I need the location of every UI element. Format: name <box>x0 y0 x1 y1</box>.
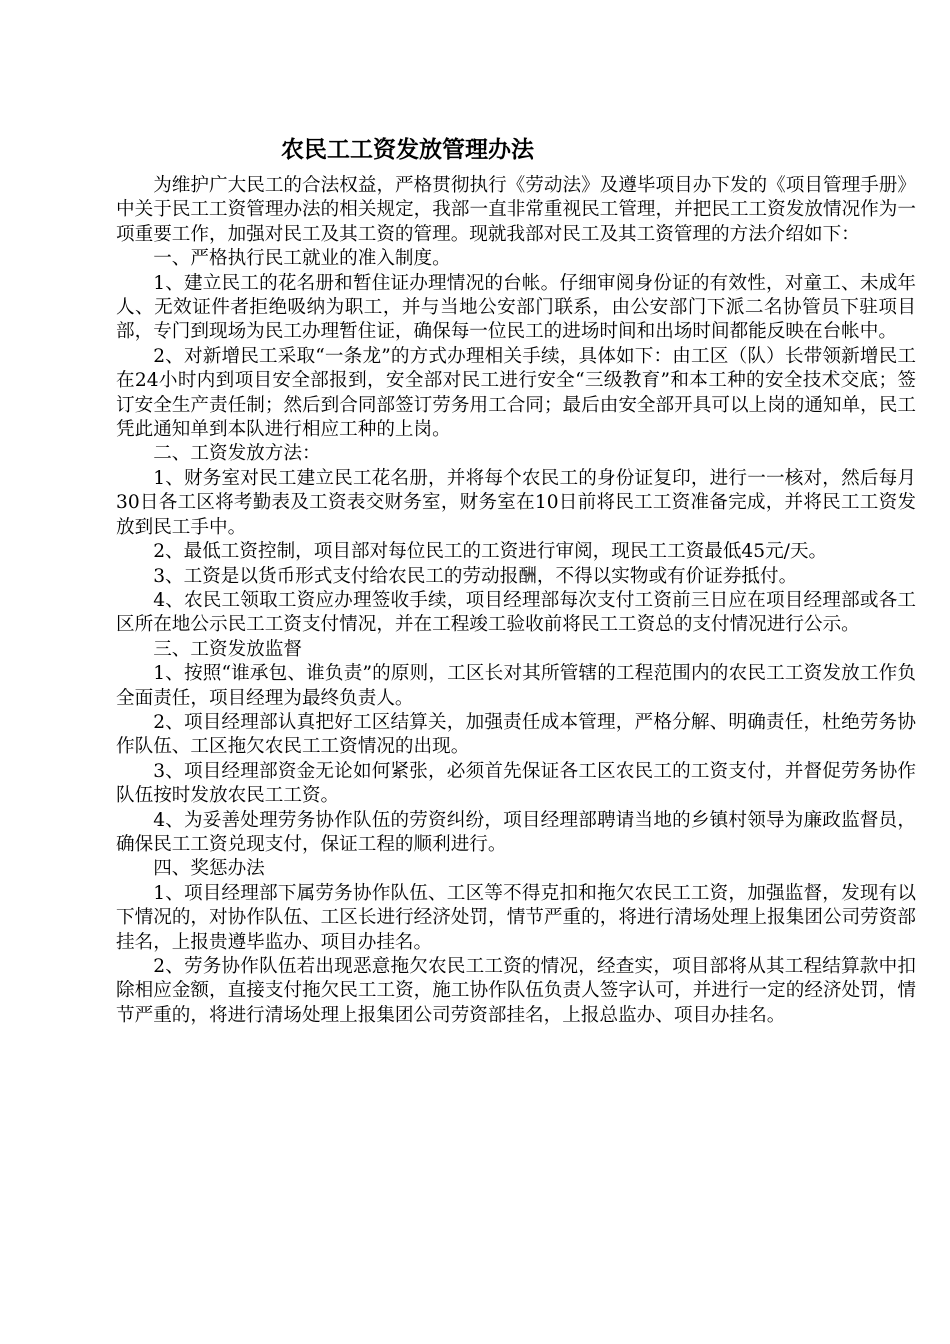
paragraph-3-3: 3、项目经理部资金无论如何紧张，必须首先保证各工区农民工的工资支付，并督促劳务协作队伍按时发放农民工工资。 <box>116 760 916 807</box>
paragraph-3-2: 2、项目经理部认真把好工区结算关，加强责任成本管理，严格分解、明确责任，杜绝劳务协作队伍、工区拖欠农民工工资情况的出现。 <box>116 711 916 758</box>
document-body <box>116 174 916 1028</box>
paragraph-2-3: 3、工资是以货币形式支付给农民工的劳动报酬，不得以实物或有价证券抵付。 <box>153 565 798 587</box>
section-heading-2: 二、工资发放方法： <box>153 443 321 465</box>
intro-paragraph: 为维护广大民工的合法权益，严格贯彻执行《劳动法》及遵毕项目办下发的《项目管理手册》中关于民工工资管理办法的相关规定，我部一直非常重视民工管理，并把民工工资发放情况作为一项重要工作，加强对民工及其工资的管理。现就我部对民工及其工资管理的方法介绍如下： <box>116 175 916 245</box>
paragraph-2-1: 1、财务室对民工建立民工花名册，并将每个农民工的身份证复印，进行一一核对，然后每月30日各工区将考勤表及工资表交财务室，财务室在10日前将民工工资准备完成，并将民工工资发放到民工手中。 <box>116 467 916 538</box>
document-title: 农民工工资发放管理办法 <box>281 137 534 163</box>
paragraph-4-1: 1、项目经理部下属劳务协作队伍、工区等不得克扣和拖欠农民工工资，加强监督，发现有以下情况的，对协作队伍、工区长进行经济处罚，情节严重的，将进行清场处理上报集团公司劳资部挂名，上报贵遵毕监办、项目办挂名。 <box>116 882 916 953</box>
paragraph-4-2: 2、劳务协作队伍若出现恶意拖欠农民工工资的情况，经查实，项目部将从其工程结算款中扣除相应金额，直接支付拖欠民工工资，施工协作队伍负责人签字认可，并进行一定的经济处罚，情节严重的，将进行清场处理上报集团公司劳资部挂名，上报总监办、项目办挂名。 <box>116 956 916 1026</box>
section-heading-4: 四、奖惩办法 <box>153 858 265 880</box>
document-page <box>116 132 916 1028</box>
paragraph-3-4: 4、为妥善处理劳务协作队伍的劳资纠纷，项目经理部聘请当地的乡镇村领导为廉政监督员，确保民工工资兑现支付，保证工程的顺利进行。 <box>116 809 916 855</box>
paragraph-3-1: 1、按照“谁承包、谁负责”的原则，工区长对其所管辖的工程范围内的农民工工资发放工作负全面责任，项目经理为最终负责人。 <box>116 663 916 709</box>
paragraph-2-2: 2、最低工资控制，项目部对每位民工的工资进行审阅，现民工工资最低45元/天。 <box>153 541 828 563</box>
section-heading-1: 一、严格执行民工就业的准入制度。 <box>153 248 451 270</box>
paragraph-1-1: 1、建立民工的花名册和暂住证办理情况的台帐。仔细审阅身份证的有效性，对童工、未成年人、无效证件者拒绝吸纳为职工，并与当地公安部门联系，由公安部门下派二名协管员下驻项目部，专门到现场为民工办理暂住证，确保每一位民工的进场时间和出场时间都能反映在台帐中。 <box>116 272 916 343</box>
paragraph-1-2: 2、对新增民工采取“一条龙”的方式办理相关手续，具体如下：由工区（队）长带领新增民工在24小时内到项目安全部报到，安全部对民工进行安全“三级教育”和本工种的安全技术交底；签订安全生产责任制；然后到合同部签订劳务用工合同；最后由安全部开具可以上岗的通知单，民工凭此通知单到本队进行相应工种的上岗。 <box>116 345 916 441</box>
section-heading-3: 三、工资发放监督 <box>153 638 302 660</box>
paragraph-2-4: 4、农民工领取工资应办理签收手续，项目经理部每次支付工资前三日应在项目经理部或各工区所在地公示民工工资支付情况，并在工程竣工验收前将民工工资总的支付情况进行公示。 <box>116 589 916 636</box>
